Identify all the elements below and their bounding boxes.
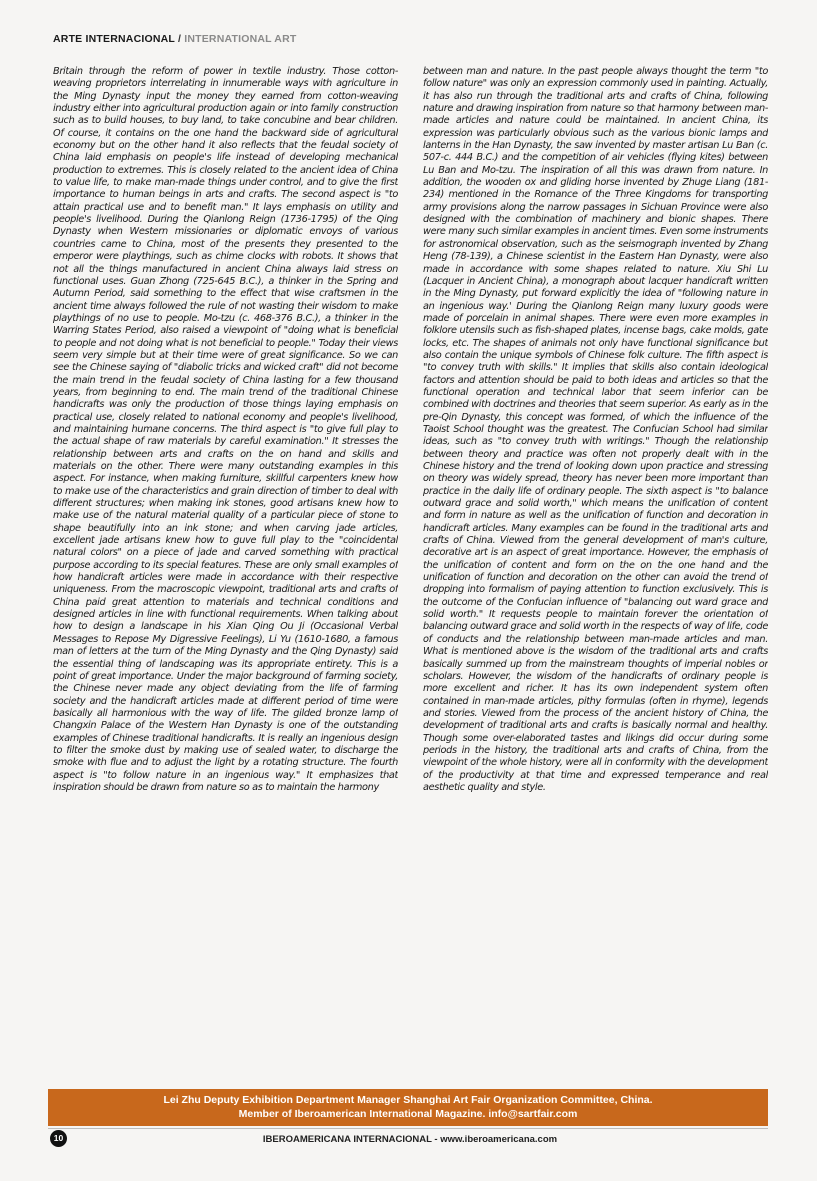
- footer-publication: IBEROAMERICANA INTERNACIONAL - www.iberoamericana.com: [262, 1134, 558, 1145]
- author-bio-line-2: Member of Iberoamerican International Magazine. info@sartfair.com: [238, 1108, 578, 1120]
- section-header: [53, 33, 296, 45]
- article-right-column: [423, 66, 768, 1076]
- article-body: [53, 66, 768, 1076]
- article-left-column: [53, 66, 398, 1076]
- section-separator: /: [177, 33, 182, 45]
- section-title-es: ARTE INTERNACIONAL: [53, 33, 175, 45]
- page-number: 10: [50, 1130, 67, 1147]
- section-title-en: INTERNATIONAL ART: [184, 33, 297, 45]
- left-column-text: Britain through the reform of power in textile industry. Those cotton-weaving proprietors interrelating in innumerable ways with agriculture in the Ming Dynasty input the money they earned from cotton-weaving industry either into agricultural production again or into family construction such as to build houses, to buy land, to take concubine and bear children. Of course, it contains on the one hand the backward side of agricultural economy but on the other hand it also reflects that the feudal society of China laid emphasis on people's life instead of developing mechanical production to extremes. This is closely related to the ancient idea of China to value life, to make man-made things under control, and to give the first importance to human beings in arts and crafts. The second aspect is "to attain practical use and to benefit man." It lays emphasis on utility and people's livelihood. During the Qianlong Reign (1736-1795) of the Qing Dynasty when Western missionaries or diplomatic envoys of various countries came to China, most of the presents they presented to the emperor were playthings, such as chime clocks with robots. It shows that not all the things manufactured in ancient China always laid stress on functional uses. Guan Zhong (725-645 B.C.), a thinker in the Spring and Autumn Period, said something to the effect that wise craftsmen in the ancient time always followed the rule of not wasting their wisdom to make playthings of no use to people. Mo-tzu (c. 468-376 B.C.), a thinker in the Warring States Period, also raised a viewpoint of "doing what is beneficial to people and not doing what is not beneficial to people." Today their views seem very simple but at their time were of great significance. So we can see the Chinese saying of "diabolic tricks and wicked craft" did not become the main trend in the feudal society of China lasting for a few thousand years, from beginning to end. The main trend of the traditional Chinese handicrafts was only the production of those things laying emphasis on practical use, closely related to national economy and people's livelihood, and maintaining humane concerns. The third aspect is "to give full play to the actual shape of raw materials by careful examination." It stresses the relationship between arts and crafts on the on hand and skills and materials on the other. There were many outstanding examples in this aspect. For instance, when making furniture, skillful carpenters knew how to make use of the characteristics and grain direction of timber to deal with different structures; when making ink stones, good artisans knew how to make use of the natural material quality of a particular piece of stone to shape beautifully into an ink stone; and when carving jade articles, excellent jade artisans knew how to guve full play to the "coincidental natural colors" on a piece of jade and carved something with practical purpose according to its special features. These are only small examples of how handicraft articles were made in accordance with their respective uniqueness. From the macroscopic viewpoint, traditional arts and crafts of China paid great attention to materials and technical conditions and designed articles in line with functional requirements. When talking about how to design a landscape in his Xian Qing Ou Ji (Occasional Verbal Messages to Repose My Digressive Feelings), Li Yu (1610-1680, a famous man of letters at the turn of the Ming Dynasty and the Qing Dynasty) said the essential thing of landscaping was its appropriate entirety. This is a point of great importance. Under the major background of farming society, the Chinese never made any object deviating from the life of farming society and the handicraft articles made at different period of time were basically all harmonious with the way of life. The gilded bronze lamp of Changxin Palace of the Western Han Dynasty is one of the outstanding examples of Chinese traditional handicrafts. It is really an ingenious design to filter the smoke dust by making use of sealed water, to discharge the smoke with flue and to adjust the light by a rotating structure. The fourth aspect is "to follow nature in an ingenious way." It emphasizes that inspiration should be drawn from nature so as to maintain the harmony: [53, 66, 398, 793]
- right-column-text: between man and nature. In the past people always thought the term "to follow nature" was only an expression commonly used in painting. Actually, it has also run through the traditional arts and crafts of China, following nature and drawing inspiration from nature so that harmony between man-made articles and nature could be maintained. In ancient China, its expression was particularly obvious such as the various bionic lamps and lanterns in the Han Dynasty, the saw invented by master artisan Lu Ban (c. 507-c. 444 B.C.) and the competition of air vehicles (flying kites) between Lu Ban and Mo-tzu. The inspiration of all this was drawn from nature. In addition, the wooden ox and gliding horse invented by Zhuge Liang (181-234) mentioned in the Romance of the Three Kingdoms for transporting army provisions along the narrow passages in Sichuan Province were also designed with the combination of machinery and bionic shapes. There were many such similar examples in ancient times. Even some instruments for astronomical observation, such as the seismograph invented by Zhang Heng (78-139), a Chinese scientist in the Eastern Han Dynasty, were also made in accordance with some shapes related to nature. Xiu Shi Lu (Lacquer in Ancient China), a monograph about lacquer handicraft written in the Ming Dynasty, put forward explicitly the idea of "following nature in an ingenious way.' During the Qianlong Reign many luxury goods were made of porcelain in animal shapes. There were even more examples in folklore utensils such as fish-shaped plates, incense bags, cake molds, gate locks, etc. The shapes of animals not only have functional significance but also contain the unique symbols of Chinese folk culture. The fifth aspect is "to convey truth with skills." It implies that skills also contain ideological factors and attention should be paid to both ideas and articles so that the functional operation and technical labor that seem inferior can be combined with doctrines and theories that seem superior. As early as in the pre-Qin Dynasty, this concept was formed, of which the influence of the Taoist School thought was the greatest. The Confucian School had similar ideas, such as "to convey truth with writings." Though the relationship between theory and practice was often not properly dealt with in the Chinese history and the trend of looking down upon practice and stressing on theory was widely spread, theory has never been more important than practice in the daily life of ordinary people. The sixth aspect is "to balance outward grace and solid worth," which means the unification of content and form in nature as well as the unification of function and decoration in handicraft articles. Many examples can be found in the traditional arts and crafts of China. Viewed from the general development of man's culture, decorative art is an aspect of great importance. However, the emphasis of the unification of content and form on the on the one hand and the unification of function and decoration on the other can avoid the trend of dropping into formalism of paying attention to function exclusively. This is the outcome of the Confucian influence of "balancing out ward grace and solid worth." It requests people to maintain forever the orientation of balancing outward grace and solid worth in the respects of way of life, code of conducts and the relationship between man-made articles and man. What is mentioned above is the wisdom of the traditional arts and crafts basically summed up from the mainstream thoughts of imperial nobles or scholars. However, the wisdom of the handicrafts of ordinary people is more excellent and richer. It has its own independent system often contained in man-made articles, pithy formulas (often in rhyme), legends and stories. Viewed from the process of the ancient history of China, the development of traditional arts and crafts is basically normal and healthy. Though some over-elaborated tastes and likings did occur during some periods in the history, the traditional arts and crafts of China, from the viewpoint of the whole history, were all in conformity with the development of the productivity at that time and expressed temperance and real aesthetic quality and style.: [423, 66, 768, 793]
- author-bio-line-1: Lei Zhu Deputy Exhibition Department Manager Shanghai Art Fair Organization Committee, China.: [163, 1094, 653, 1106]
- footer-divider: [48, 1128, 768, 1129]
- author-bio-band: [48, 1089, 768, 1126]
